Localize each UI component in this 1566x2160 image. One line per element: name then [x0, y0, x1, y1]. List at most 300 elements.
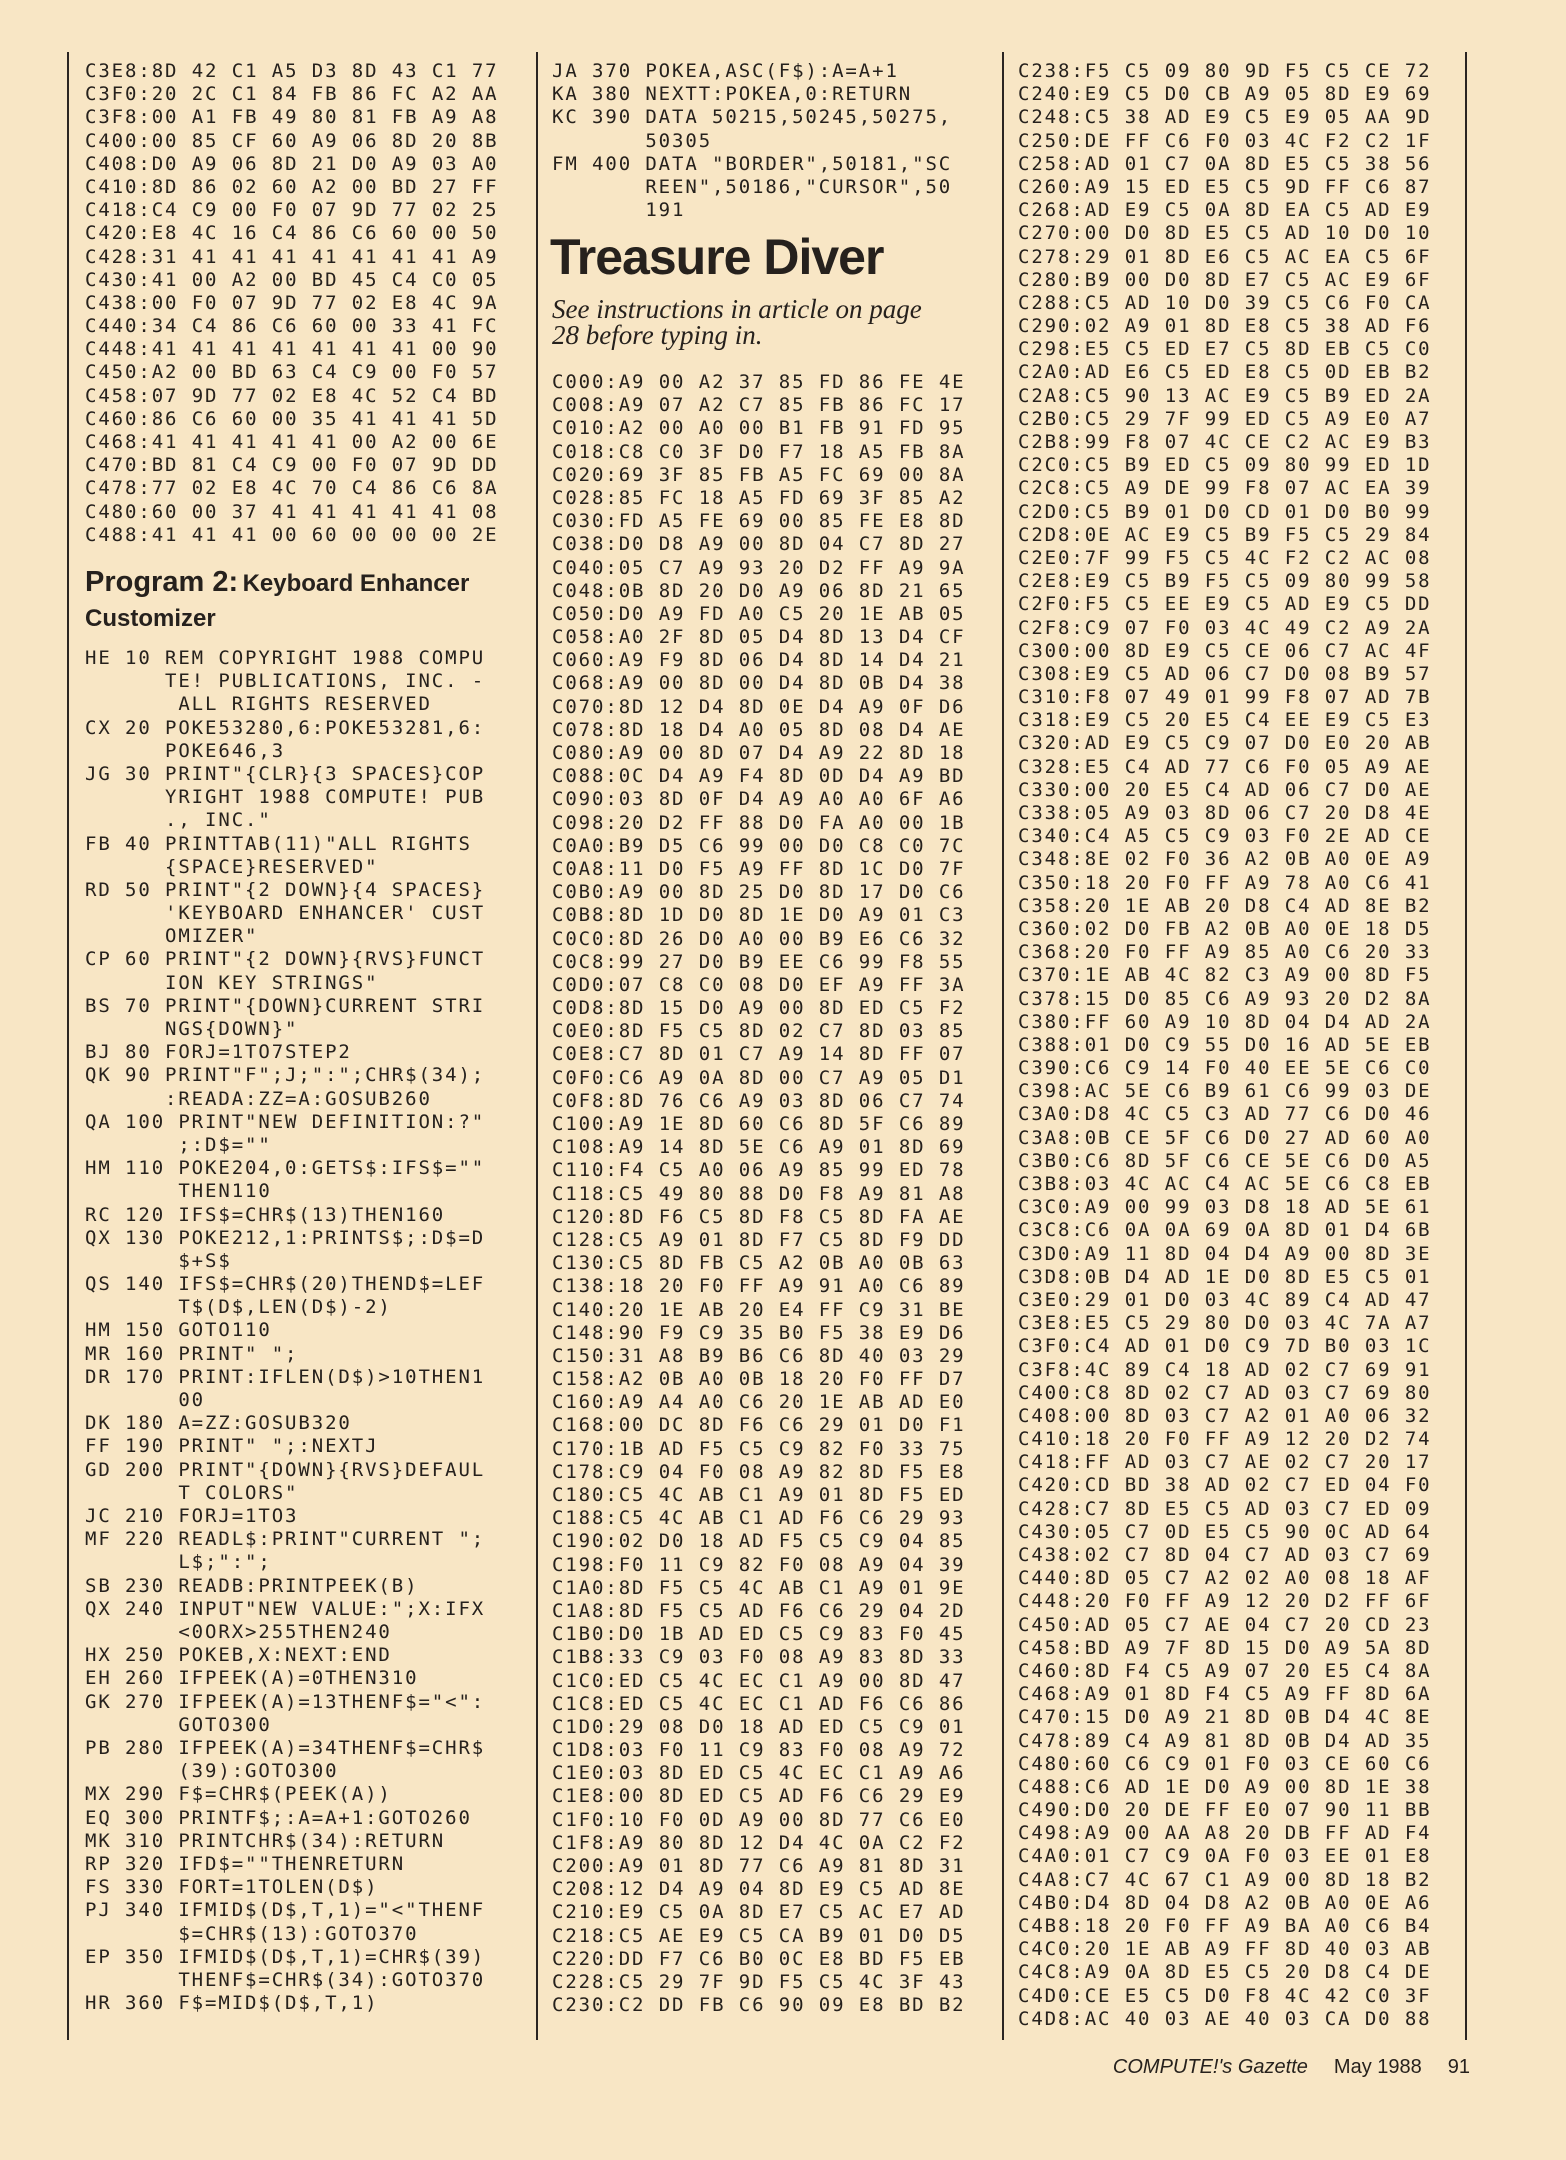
hex-line: C1C0:ED C5 4C EC C1 A9 00 8D 47 [552, 1669, 966, 1692]
statement-code [178, 1946, 485, 1992]
hex-line: C008:A9 07 A2 C7 85 FB 86 FC 17 [552, 394, 966, 417]
statement-code [178, 1412, 351, 1435]
column-rule-right [1465, 52, 1467, 2040]
basic-statement [85, 995, 485, 1041]
basic-statement [552, 106, 952, 152]
hex-line: C228:C5 29 7F 9D F5 C5 4C 3F 43 [552, 1970, 966, 1993]
hex-line: C088:0C D4 A9 F4 8D 0D D4 A9 BD [552, 765, 966, 788]
hex-line: C380:FF 60 A9 10 8D 04 D4 AD 2A [1018, 1010, 1432, 1033]
program1-hex-listing-continued [85, 60, 499, 547]
hex-line: C230:C2 DD FB C6 90 09 E8 BD B2 [552, 1994, 966, 2017]
statement-code [178, 1227, 485, 1273]
code-line: THEN110 [178, 1180, 272, 1203]
checksum-and-line-number: MR 160 [85, 1342, 166, 1365]
basic-statement [85, 1064, 485, 1110]
hex-line: C4D0:CE E5 C5 D0 F8 4C 42 C0 3F [1018, 1984, 1432, 2007]
basic-statement [85, 1598, 485, 1644]
hex-line: C2E0:7F 99 F5 C5 4C F2 C2 AC 08 [1018, 546, 1432, 569]
code-line: ., INC." [165, 809, 272, 832]
code-line: PRINT"{2 DOWN}{RVS}FUNCT [165, 948, 486, 971]
hex-line: C100:A9 1E 8D 60 C6 8D 5F C6 89 [552, 1113, 966, 1135]
hex-line: C220:DD F7 C6 B0 0C E8 BD F5 EB [552, 1947, 966, 1970]
hex-line: C460:86 C6 60 00 35 41 41 41 5D [85, 407, 499, 430]
checksum-and-line-number: MF 220 [85, 1528, 166, 1551]
hex-line: C480:60 C6 C9 01 F0 03 CE 60 C6 [1018, 1752, 1432, 1775]
hex-line: C110:F4 C5 A0 06 A9 85 99 ED 78 [552, 1159, 966, 1182]
checksum-and-line-number: GD 200 [85, 1458, 166, 1481]
code-line: FORJ=1TO3 [178, 1505, 299, 1528]
checksum-and-line-number: EP 350 [85, 1945, 166, 1968]
hex-line: C078:8D 18 D4 A0 05 8D 08 D4 AE [552, 718, 966, 741]
code-line: POKEB,X:NEXT:END [178, 1644, 392, 1667]
code-line: 191 [645, 199, 686, 222]
hex-line: C3B0:C6 8D 5F C6 CE 5E C6 D0 A5 [1018, 1149, 1432, 1172]
checksum-and-line-number: DR 170 [85, 1365, 166, 1388]
hex-line: C470:15 D0 A9 21 8D 0B D4 4C 8E [1018, 1706, 1432, 1729]
basic-statement [85, 1992, 485, 2015]
treasure-diver-hex-listing-continued [1018, 60, 1432, 2031]
basic-statement [85, 1041, 485, 1064]
checksum-and-line-number: JC 210 [85, 1505, 166, 1528]
hex-line: C2A8:C5 90 13 AC E9 C5 B9 ED 2A [1018, 384, 1432, 407]
hex-line: C398:AC 5E C6 B9 61 C6 99 03 DE [1018, 1080, 1432, 1103]
checksum-and-line-number: PB 280 [85, 1736, 166, 1759]
checksum-and-line-number: RD 50 [85, 878, 152, 901]
hex-line: C458:BD A9 7F 8D 15 D0 A9 5A 8D [1018, 1636, 1432, 1659]
checksum-and-line-number: HM 110 [85, 1157, 166, 1180]
code-line: {SPACE}RESERVED" [165, 855, 379, 878]
hex-line: C360:02 D0 FB A2 0B A0 0E 18 D5 [1018, 917, 1432, 940]
hex-line: C400:00 85 CF 60 A9 06 8D 20 8B [85, 129, 499, 152]
code-line: POKE204,0:GETS$:IFS$="" [178, 1157, 486, 1180]
hex-line: C298:E5 C5 ED E7 C5 8D EB C5 C0 [1018, 338, 1432, 361]
basic-statement [85, 1830, 485, 1853]
hex-line: C080:A9 00 8D 07 D4 A9 22 8D 18 [552, 742, 966, 764]
statement-code [165, 1041, 352, 1064]
hex-line: C238:F5 C5 09 80 9D F5 C5 CE 72 [1018, 60, 1432, 82]
hex-line: C260:A9 15 ED E5 C5 9D FF C6 87 [1018, 175, 1432, 198]
hex-line: C2B8:99 F8 07 4C CE C2 AC E9 B3 [1018, 431, 1432, 453]
hex-line: C030:FD A5 FE 69 00 85 FE E8 8D [552, 510, 966, 533]
hex-line: C460:8D F4 C5 A9 07 20 E5 C4 8A [1018, 1659, 1432, 1682]
column-rule-2-3 [1002, 52, 1004, 2040]
hex-line: C488:C6 AD 1E D0 A9 00 8D 1E 38 [1018, 1775, 1432, 1798]
hex-line: C148:90 F9 C9 35 B0 F5 38 E9 D6 [552, 1321, 966, 1344]
code-line: 00 [178, 1389, 206, 1412]
hex-line: C388:01 D0 C9 55 D0 16 AD 5E EB [1018, 1033, 1432, 1056]
basic-statement [85, 647, 485, 717]
statement-code [178, 1273, 485, 1319]
hex-line: C3A8:0B CE 5F C6 D0 27 AD 60 A0 [1018, 1126, 1432, 1149]
hex-line: C2F8:C9 07 F0 03 4C 49 C2 A9 2A [1018, 616, 1432, 639]
page-footer [1113, 2056, 1470, 2079]
hex-line: C198:F0 11 C9 82 F0 08 A9 04 39 [552, 1553, 966, 1576]
code-line: T COLORS" [178, 1481, 299, 1504]
statement-code [178, 1807, 471, 1830]
statement-code [178, 1598, 485, 1644]
hex-line: C358:20 1E AB 20 D8 C4 AD 8E B2 [1018, 894, 1432, 917]
statement-code [178, 1528, 485, 1574]
hex-line: C0A0:B9 D5 C6 99 00 D0 C8 C0 7C [552, 834, 966, 857]
code-line: IFS$=CHR$(13)THEN160 [178, 1203, 446, 1226]
hex-line: C400:C8 8D 02 C7 AD 03 C7 69 80 [1018, 1381, 1432, 1404]
hex-line: C470:BD 81 C4 C9 00 F0 07 9D DD [85, 454, 499, 477]
hex-line: C348:8E 02 F0 36 A2 0B A0 0E A9 [1018, 848, 1432, 871]
basic-statement [85, 1273, 485, 1319]
code-line: GOTO110 [178, 1319, 272, 1342]
code-line: TE! PUBLICATIONS, INC. - [165, 670, 486, 693]
hex-line: C130:C5 8D FB C5 A2 0B A0 0B 63 [552, 1252, 966, 1275]
hex-line: C180:C5 4C AB C1 A9 01 8D F5 ED [552, 1484, 966, 1506]
statement-code [178, 1204, 445, 1227]
code-line: REEN",50186,"CURSOR",50 [645, 175, 953, 198]
hex-line: C2F0:F5 C5 EE E9 C5 AD E9 C5 DD [1018, 593, 1432, 616]
code-line: PRINTCHR$(34):RETURN [178, 1829, 446, 1852]
checksum-and-line-number: QS 140 [85, 1273, 166, 1296]
program-2-heading [85, 566, 469, 635]
hex-line: C158:A2 0B A0 0B 18 20 F0 FF D7 [552, 1368, 966, 1391]
hex-line: C3C0:A9 00 99 03 D8 18 AD 5E 61 [1018, 1196, 1432, 1219]
hex-line: C308:E9 C5 AD 06 C7 D0 08 B9 57 [1018, 662, 1432, 685]
hex-line: C1E8:00 8D ED C5 AD F6 C6 29 E9 [552, 1785, 966, 1808]
hex-line: C068:A9 00 8D 00 D4 8D 0B D4 38 [552, 672, 966, 695]
hex-line: C3F8:4C 89 C4 18 AD 02 C7 69 91 [1018, 1358, 1432, 1381]
hex-line: C1F0:10 F0 0D A9 00 8D 77 C6 E0 [552, 1808, 966, 1831]
hex-line: C208:12 D4 A9 04 8D E9 C5 AD 8E [552, 1878, 966, 1901]
hex-line: C390:C6 C9 14 F0 40 EE 5E C6 C0 [1018, 1057, 1432, 1080]
code-line: INPUT"NEW VALUE:";X:IFX [178, 1597, 486, 1620]
code-line: ;:D$="" [178, 1133, 272, 1156]
hex-line: C0E0:8D F5 C5 8D 02 C7 8D 03 85 [552, 1020, 966, 1043]
statement-code [178, 1830, 445, 1853]
hex-line: C428:C7 8D E5 C5 AD 03 C7 ED 09 [1018, 1497, 1432, 1520]
checksum-and-line-number: KC 390 [552, 106, 633, 129]
code-line: PRINTTAB(11)"ALL RIGHTS [165, 832, 472, 855]
hex-line: C128:C5 A9 01 8D F7 C5 8D F9 DD [552, 1228, 966, 1251]
hex-line: C430:05 C7 0D E5 C5 90 0C AD 64 [1018, 1520, 1432, 1543]
checksum-and-line-number: EQ 300 [85, 1806, 166, 1829]
code-line: PRINT"NEW DEFINITION:?" [178, 1110, 486, 1133]
code-line: PRINT" ";:NEXTJ [178, 1435, 379, 1458]
hex-line: C038:D0 D8 A9 00 8D 04 C7 8D 27 [552, 533, 966, 556]
checksum-and-line-number: EH 260 [85, 1667, 166, 1690]
hex-line: C050:D0 A9 FD A0 C5 20 1E AB 05 [552, 602, 966, 625]
hex-line: C4B0:D4 8D 04 D8 A2 0B A0 0E A6 [1018, 1891, 1432, 1914]
code-line: POKE646,3 [165, 739, 286, 762]
code-line: ALL RIGHTS RESERVED [165, 693, 432, 716]
hex-line: C480:60 00 37 41 41 41 41 41 08 [85, 500, 499, 523]
code-line: IFPEEK(A)=13THENF$="<": [178, 1690, 486, 1713]
instructions-line: 28 before typing in. [552, 320, 763, 350]
basic-statement [85, 1111, 485, 1157]
hex-line: C330:00 20 E5 C4 AD 06 C7 D0 AE [1018, 778, 1432, 801]
typing-instructions [552, 296, 922, 348]
hex-line: C240:E9 C5 D0 CB A9 05 8D E9 69 [1018, 83, 1432, 106]
statement-code [178, 1111, 485, 1157]
basic-statement [85, 1366, 485, 1412]
statement-code [165, 879, 485, 949]
page-number: 91 [1447, 2056, 1470, 2078]
code-line: NEXTT:POKEA,0:RETURN [645, 83, 913, 106]
hex-line: C410:8D 86 02 60 A2 00 BD 27 FF [85, 175, 499, 198]
checksum-and-line-number: HX 250 [85, 1644, 166, 1667]
basic-statement [85, 1412, 485, 1435]
statement-code [178, 1783, 391, 1806]
hex-line: C3F0:20 2C C1 84 FB 86 FC A2 AA [85, 83, 499, 106]
code-line: <0ORX>255THEN240 [178, 1621, 392, 1643]
code-line: POKE212,1:PRINTS$;:D$=D [178, 1226, 486, 1249]
hex-line: C318:E9 C5 20 E5 C4 EE E9 C5 E3 [1018, 709, 1432, 732]
hex-line: C370:1E AB 4C 82 C3 A9 00 8D F5 [1018, 964, 1432, 987]
basic-statement [85, 1505, 485, 1528]
hex-line: C150:31 A8 B9 B6 C6 8D 40 03 29 [552, 1344, 966, 1367]
code-line: 'KEYBOARD ENHANCER' CUST [165, 902, 486, 925]
statement-code [178, 1343, 298, 1366]
statement-code [165, 995, 485, 1041]
hex-line: C368:20 F0 FF A9 85 A0 C6 20 33 [1018, 941, 1432, 964]
hex-line: C2E8:E9 C5 B9 F5 C5 09 80 99 58 [1018, 570, 1432, 593]
hex-line: C218:C5 AE E9 C5 CA B9 01 D0 D5 [552, 1924, 966, 1947]
hex-line: C4B8:18 20 F0 FF A9 BA A0 C6 B4 [1018, 1915, 1432, 1937]
code-line: REM COPYRIGHT 1988 COMPU [165, 647, 486, 669]
basic-statement [85, 1528, 485, 1574]
hex-line: C010:A2 00 A0 00 B1 FB 91 FD 95 [552, 417, 966, 440]
hex-line: C0D0:07 C8 C0 08 D0 EF A9 FF 3A [552, 973, 966, 996]
hex-line: C0B8:8D 1D D0 8D 1E D0 A9 01 C3 [552, 904, 966, 927]
checksum-and-line-number: FF 190 [85, 1435, 166, 1458]
hex-line: C0D8:8D 15 D0 A9 00 8D ED C5 F2 [552, 997, 966, 1020]
hex-line: C1C8:ED C5 4C EC C1 AD F6 C6 86 [552, 1692, 966, 1715]
hex-line: C438:02 C7 8D 04 C7 AD 03 C7 69 [1018, 1544, 1432, 1566]
hex-line: C2A0:AD E6 C5 ED E8 C5 0D EB B2 [1018, 361, 1432, 384]
statement-code [165, 717, 485, 763]
basic-statement [85, 717, 485, 763]
hex-line: C458:07 9D 77 02 E8 4C 52 C4 BD [85, 384, 499, 407]
hex-line: C418:FF AD 03 C7 AE 02 C7 20 17 [1018, 1451, 1432, 1474]
statement-code [645, 83, 912, 106]
basic-statement [85, 1644, 485, 1667]
hex-line: C090:03 8D 0F D4 A9 A0 A0 6F A6 [552, 788, 966, 811]
basic-statement [85, 1435, 485, 1458]
hex-line: C3E8:8D 42 C1 A5 D3 8D 43 C1 77 [85, 60, 499, 82]
checksum-and-line-number: FM 400 [552, 152, 633, 175]
hex-line: C408:00 8D 03 C7 A2 01 A0 06 32 [1018, 1404, 1432, 1427]
hex-line: C0C0:8D 26 D0 A0 00 B9 E6 C6 32 [552, 927, 966, 950]
code-line: L$;":"; [178, 1551, 272, 1574]
code-line: PRINTF$;:A=A+1:GOTO260 [178, 1806, 472, 1829]
checksum-and-line-number: KA 380 [552, 83, 633, 106]
checksum-and-line-number: HE 10 [85, 647, 152, 669]
hex-line: C4C0:20 1E AB A9 FF 8D 40 03 AB [1018, 1938, 1432, 1961]
basic-statement [85, 1807, 485, 1830]
basic-statement [85, 1227, 485, 1273]
basic-statement [85, 1899, 485, 1945]
hex-line: C1A0:8D F5 C5 4C AB C1 A9 01 9E [552, 1576, 966, 1599]
statement-code [178, 1691, 485, 1737]
code-line: PRINT"{DOWN}CURRENT STRI [165, 994, 486, 1017]
hex-line: C0E8:C7 8D 01 C7 A9 14 8D FF 07 [552, 1043, 966, 1066]
code-line: FORJ=1TO7STEP2 [165, 1041, 352, 1064]
code-line: IFD$=""THENRETURN [178, 1852, 406, 1875]
hex-line: C3B8:03 4C AC C4 AC 5E C6 C8 EB [1018, 1173, 1432, 1195]
code-line: ION KEY STRINGS" [165, 971, 379, 994]
hex-line: C020:69 3F 85 FB A5 FC 69 00 8A [552, 463, 966, 486]
statement-code [178, 1899, 485, 1945]
code-line: (39):GOTO300 [178, 1760, 339, 1783]
hex-line: C468:41 41 41 41 41 00 A2 00 6E [85, 431, 499, 453]
code-line: FORT=1TOLEN(D$) [178, 1876, 379, 1899]
basic-statement [85, 1691, 485, 1737]
hex-line: C440:8D 05 C7 A2 02 A0 08 18 AF [1018, 1567, 1432, 1590]
hex-line: C190:02 D0 18 AD F5 C5 C9 04 85 [552, 1530, 966, 1553]
basic-statement [85, 1204, 485, 1227]
checksum-and-line-number: FS 330 [85, 1876, 166, 1899]
statement-code [178, 1435, 378, 1458]
hex-line: C3E0:29 01 D0 03 4C 89 C4 AD 47 [1018, 1288, 1432, 1311]
statement-code [178, 1319, 271, 1342]
basic-statement [552, 153, 952, 223]
basic-statement [85, 763, 485, 833]
basic-statement [85, 833, 485, 879]
hex-line: C1B8:33 C9 03 F0 08 A9 83 8D 33 [552, 1646, 966, 1669]
code-line: PRINT" "; [178, 1342, 299, 1365]
column-rule-1-2 [536, 52, 538, 2040]
checksum-and-line-number: BJ 80 [85, 1041, 152, 1064]
basic-statement [85, 1876, 485, 1899]
treasure-diver-hex-listing [552, 371, 966, 2017]
hex-line: C108:A9 14 8D 5E C6 A9 01 8D 69 [552, 1136, 966, 1159]
hex-line: C448:20 F0 FF A9 12 20 D2 FF 6F [1018, 1590, 1432, 1613]
code-line: OMIZER" [165, 925, 259, 948]
hex-line: C320:AD E9 C5 C9 07 D0 E0 20 AB [1018, 732, 1432, 755]
code-line: PRINT:IFLEN(D$)>10THEN1 [178, 1365, 486, 1388]
column-rule-left [67, 52, 69, 2040]
hex-line: C420:CD BD 38 AD 02 C7 ED 04 F0 [1018, 1474, 1432, 1497]
code-line: THENF$=CHR$(34):GOTO370 [178, 1968, 486, 1991]
hex-line: C450:A2 00 BD 63 C4 C9 00 F0 57 [85, 361, 499, 384]
code-line: IFPEEK(A)=0THEN310 [178, 1667, 419, 1690]
statement-code [178, 1853, 405, 1876]
hex-line: C0B0:A9 00 8D 25 D0 8D 17 D0 C6 [552, 881, 966, 904]
code-line: PRINT"{CLR}{3 SPACES}COP [165, 762, 486, 785]
statement-code [178, 1667, 418, 1690]
code-line: POKE53280,6:POKE53281,6: [165, 716, 486, 739]
code-line: IFMID$(D$,T,1)="<"THENF [178, 1899, 486, 1922]
article-title: Treasure Diver [550, 229, 884, 285]
code-line: 50305 [645, 129, 713, 152]
hex-line: C430:41 00 A2 00 BD 45 C4 C0 05 [85, 268, 499, 291]
hex-line: C288:C5 AD 10 D0 39 C5 C6 F0 CA [1018, 291, 1432, 314]
basic-statement [85, 1667, 485, 1690]
hex-line: C000:A9 00 A2 37 85 FD 86 FE 4E [552, 371, 966, 393]
code-line: F$=MID$(D$,T,1) [178, 1992, 379, 2015]
hex-line: C478:89 C4 A9 81 8D 0B D4 AD 35 [1018, 1729, 1432, 1752]
hex-line: C258:AD 01 C7 0A 8D E5 C5 38 56 [1018, 152, 1432, 175]
checksum-and-line-number: SB 230 [85, 1574, 166, 1597]
hex-line: C478:77 02 E8 4C 70 C4 86 C6 8A [85, 477, 499, 500]
issue-date: May 1988 [1333, 2056, 1422, 2078]
hex-line: C0A8:11 D0 F5 A9 FF 8D 1C D0 7F [552, 857, 966, 880]
basic-statement [552, 83, 952, 106]
hex-line: C270:00 D0 8D E5 C5 AD 10 D0 10 [1018, 222, 1432, 245]
code-line: T$(D$,LEN(D$)-2) [178, 1296, 392, 1319]
hex-line: C3F8:00 A1 FB 49 80 81 FB A9 A8 [85, 106, 499, 129]
hex-line: C290:02 A9 01 8D E8 C5 38 AD F6 [1018, 315, 1432, 338]
statement-code [178, 1644, 391, 1667]
hex-line: C248:C5 38 AD E9 C5 E9 05 AA 9D [1018, 106, 1432, 129]
basic-statement [85, 1946, 485, 1992]
hex-line: C420:E8 4C 16 C4 86 C6 60 00 50 [85, 222, 499, 245]
hex-line: C428:31 41 41 41 41 41 41 41 A9 [85, 245, 499, 268]
hex-line: C2B0:C5 29 7F 99 ED C5 A9 E0 A7 [1018, 407, 1432, 430]
hex-line: C2C8:C5 A9 DE 99 F8 07 AC EA 39 [1018, 477, 1432, 500]
code-line: :READA:ZZ=A:GOSUB260 [165, 1087, 432, 1110]
hex-line: C408:D0 A9 06 8D 21 D0 A9 03 A0 [85, 152, 499, 175]
statement-code [178, 1157, 485, 1203]
hex-line: C2C0:C5 B9 ED C5 09 80 99 ED 1D [1018, 454, 1432, 477]
hex-line: C138:18 20 F0 FF A9 91 A0 C6 89 [552, 1275, 966, 1298]
statement-code [645, 60, 898, 83]
hex-line: C498:A9 00 AA A8 20 DB FF AD F4 [1018, 1822, 1432, 1845]
code-line: GOTO300 [178, 1713, 272, 1736]
hex-line: C340:C4 A5 C5 C9 03 F0 2E AD CE [1018, 825, 1432, 848]
hex-line: C070:8D 12 D4 8D 0E D4 A9 0F D6 [552, 695, 966, 718]
hex-line: C018:C8 C0 3F D0 F7 18 A5 FB 8A [552, 440, 966, 463]
checksum-and-line-number: MX 290 [85, 1783, 166, 1806]
hex-line: C1E0:03 8D ED C5 4C EC C1 A9 A6 [552, 1762, 966, 1785]
basic-statement [85, 1157, 485, 1203]
hex-line: C1B0:D0 1B AD ED C5 C9 83 F0 45 [552, 1623, 966, 1646]
code-line: READB:PRINTPEEK(B) [178, 1574, 419, 1597]
hex-line: C0F8:8D 76 C6 A9 03 8D 06 C7 74 [552, 1089, 966, 1112]
hex-line: C488:41 41 41 00 60 00 00 00 2E [85, 523, 499, 546]
checksum-and-line-number: CP 60 [85, 948, 152, 971]
code-line: IFS$=CHR$(20)THEND$=LEF [178, 1273, 486, 1296]
hex-line: C1A8:8D F5 C5 AD F6 C6 29 04 2D [552, 1599, 966, 1622]
basic-statement [85, 1459, 485, 1505]
hex-line: C3D8:0B D4 AD 1E D0 8D E5 C5 01 [1018, 1265, 1432, 1288]
hex-line: C170:1B AD F5 C5 C9 82 F0 33 75 [552, 1437, 966, 1460]
code-line: YRIGHT 1988 COMPUTE! PUB [165, 786, 486, 809]
hex-line: C058:A0 2F 8D 05 D4 8D 13 D4 CF [552, 626, 966, 649]
statement-code [165, 948, 485, 994]
hex-line: C300:00 8D E9 C5 CE 06 C7 AC 4F [1018, 639, 1432, 662]
program-name-line2: Customizer [85, 605, 216, 632]
hex-line: C268:AD E9 C5 0A 8D EA C5 AD E9 [1018, 199, 1432, 222]
hex-line: C280:B9 00 D0 8D E7 C5 AC E9 6F [1018, 268, 1432, 291]
statement-code [165, 763, 485, 833]
code-line: DATA 50215,50245,50275, [645, 106, 953, 129]
code-line: F$=CHR$(PEEK(A)) [178, 1783, 392, 1806]
code-line: POKEA,ASC(F$):A=A+1 [645, 60, 899, 82]
statement-code [645, 106, 952, 152]
hex-line: C4D8:AC 40 03 AE 40 03 CA D0 88 [1018, 2007, 1432, 2030]
hex-line: C378:15 D0 85 C6 A9 93 20 D2 8A [1018, 987, 1432, 1010]
hex-line: C3E8:E5 C5 29 80 D0 03 4C 7A A7 [1018, 1312, 1432, 1335]
checksum-and-line-number: GK 270 [85, 1690, 166, 1713]
hex-line: C328:E5 C4 AD 77 C6 F0 05 A9 AE [1018, 755, 1432, 778]
program-number: Program 2: [85, 566, 239, 598]
hex-line: C0C8:99 27 D0 B9 EE C6 99 F8 55 [552, 950, 966, 973]
basic-statement [85, 1343, 485, 1366]
checksum-and-line-number: QK 90 [85, 1064, 152, 1087]
hex-line: C438:00 F0 07 9D 77 02 E8 4C 9A [85, 291, 499, 314]
hex-line: C3A0:D8 4C C5 C3 AD 77 C6 D0 46 [1018, 1103, 1432, 1126]
code-line: A=ZZ:GOSUB320 [178, 1412, 352, 1435]
hex-line: C490:D0 20 DE FF E0 07 90 11 BB [1018, 1799, 1432, 1822]
statement-code [178, 1992, 378, 2015]
hex-line: C3C8:C6 0A 0A 69 0A 8D 01 D4 6B [1018, 1219, 1432, 1242]
